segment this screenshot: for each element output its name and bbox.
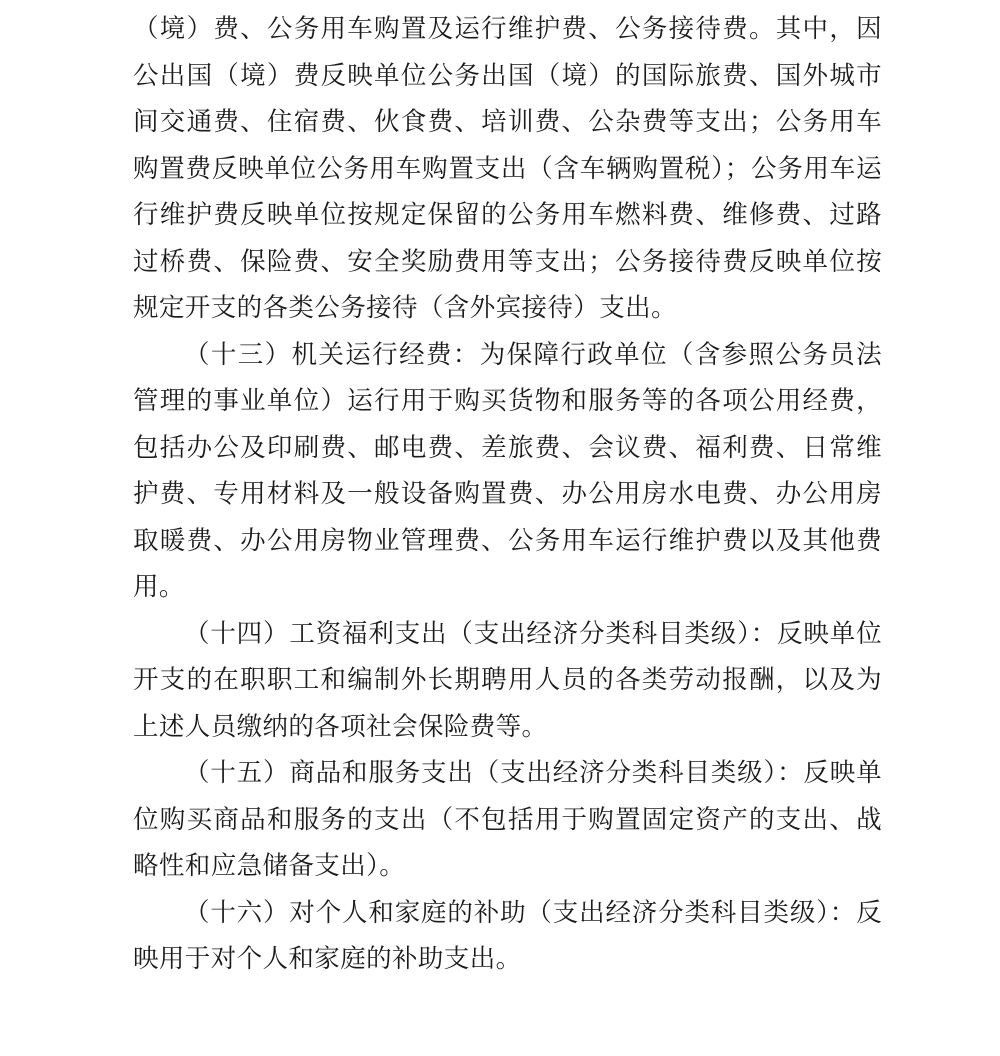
document-body bbox=[133, 6, 882, 983]
paragraph: （境）费、公务用车购置及运行维护费、公务接待费。其中，因公出国（境）费反映单位公务出国（境）的国际旅费、国外城市间交通费、住宿费、伙食费、培训费、公杂费等支出；公务用车购置费反映单位公务用车购置支出（含车辆购置税）；公务用车运行维护费反映单位按规定保留的公务用车燃料费、维修费、过路过桥费、保险费、安全奖励费用等支出；公务接待费反映单位按规定开支的各类公务接待（含外宾接待）支出。 bbox=[133, 14, 882, 323]
paragraph: （十三）机关运行经费：为保障行政单位（含参照公务员法管理的事业单位）运行用于购买货物和服务等的各项公用经费，包括办公及印刷费、邮电费、差旅费、会议费、福利费、日常维护费、专用材料及一般设备购置费、办公用房水电费、办公用房取暖费、办公用房物业管理费、公务用车运行维护费以及其他费用。 bbox=[133, 339, 882, 602]
paragraph: （十四）工资福利支出（支出经济分类科目类级）：反映单位开支的在职职工和编制外长期聘用人员的各类劳动报酬，以及为上述人员缴纳的各项社会保险费等。 bbox=[133, 618, 882, 742]
paragraph: （十六）对个人和家庭的补助（支出经济分类科目类级）：反映用于对个人和家庭的补助支出。 bbox=[133, 897, 882, 974]
paragraph: （十五）商品和服务支出（支出经济分类科目类级）：反映单位购买商品和服务的支出（不包括用于购置固定资产的支出、战略性和应急储备支出）。 bbox=[133, 758, 882, 881]
